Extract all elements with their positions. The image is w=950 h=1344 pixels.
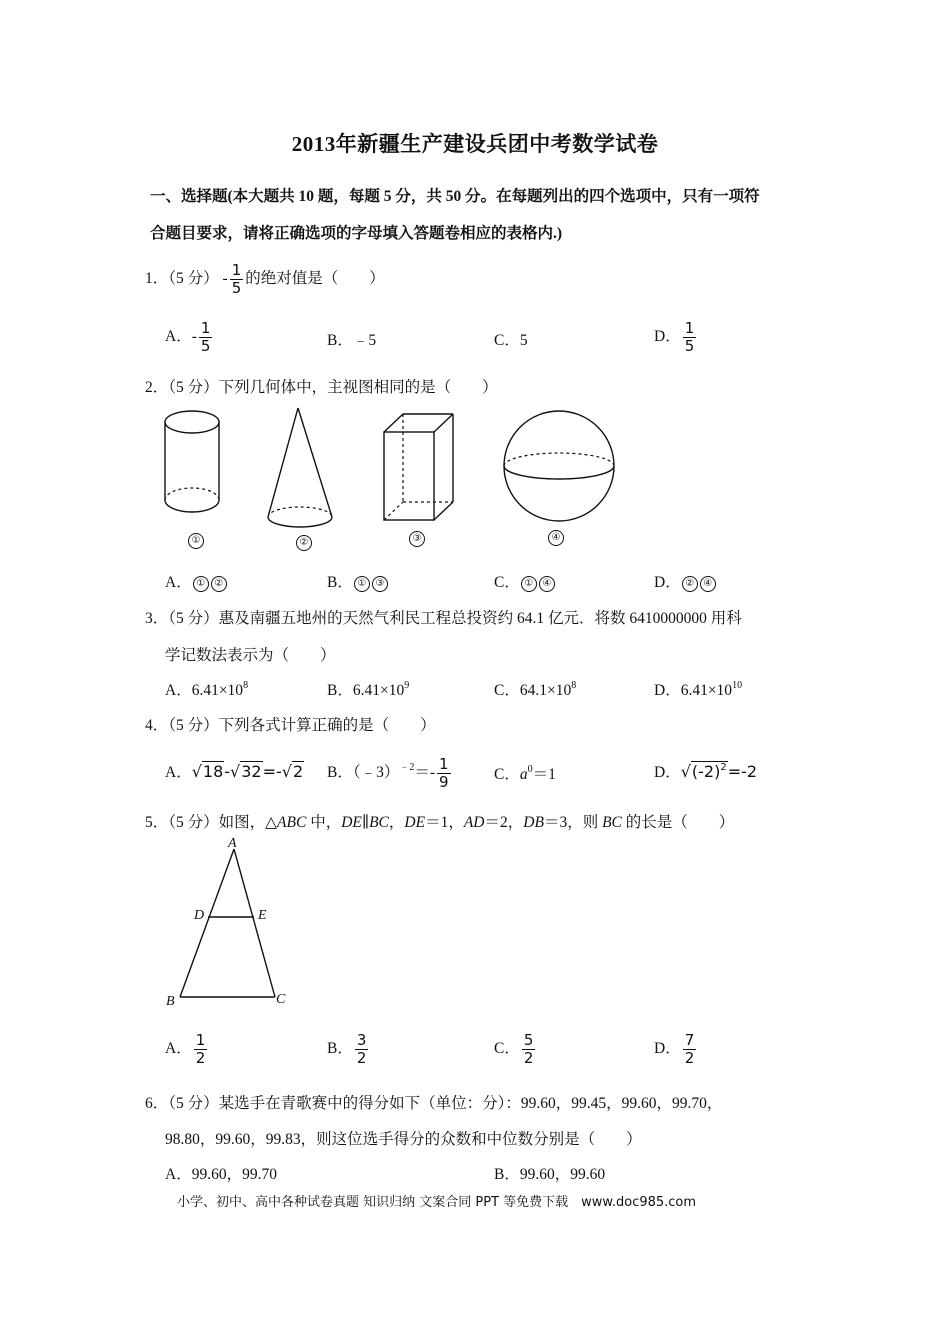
sphere-figure — [500, 405, 620, 525]
fraction: $\frac{1}{5}$ — [231, 261, 242, 297]
q3-option-d[interactable]: D．$6.41\times 10^{10}$ — [654, 680, 743, 699]
q4-option-b[interactable]: B．（﹣3）$^{﹣2}$＝- $\frac{1}{9}$ — [327, 755, 449, 791]
q2-option-b[interactable]: B． ① ③ — [327, 570, 389, 592]
vertex-label-d: D — [194, 908, 205, 923]
q2-option-d[interactable]: D． ② ④ — [654, 570, 717, 592]
q6-option-a[interactable]: A．99.60，99.70 — [165, 1166, 277, 1183]
fraction: $\frac{1}{5}$ — [684, 319, 695, 355]
q3-option-b[interactable]: B．$6.41\times 10^9$ — [327, 680, 410, 699]
minus-sign: - — [222, 270, 228, 288]
vertex-label-e: E — [258, 908, 267, 923]
q1-option-b[interactable]: B．﹣5 — [327, 332, 377, 349]
page-title: 2013年新疆生产建设兵团中考数学试卷 — [291, 132, 659, 156]
fraction: $\frac{7}{2}$ — [684, 1031, 695, 1067]
question-5-text: 5．（5 分）如图，△ABC 中，DE∥BC，DE＝1，AD＝2，DB＝3，则 BC 的长是（ ） — [145, 814, 735, 831]
q4-option-c[interactable]: C．$a^0=1$ — [494, 764, 556, 783]
q5-option-c[interactable]: C． $\frac{5}{2}$ — [494, 1031, 534, 1067]
q6-option-b[interactable]: B．99.60，99.60 — [494, 1166, 606, 1183]
figure-label-3: ③ — [408, 529, 426, 547]
q4-option-a[interactable]: A．√18-√32=-√2 — [165, 762, 304, 781]
q5-option-a[interactable]: A． $\frac{1}{2}$ — [165, 1031, 206, 1067]
q3-option-c[interactable]: C．$64.1\times 10^8$ — [494, 680, 577, 699]
cylinder-figure — [160, 405, 230, 525]
q2-option-c[interactable]: C． ① ④ — [494, 570, 556, 592]
q3-option-a[interactable]: A．$6.41\times 10^8$ — [165, 680, 249, 699]
section-heading-line2: 合题目要求，请将正确选项的字母填入答题卷相应的表格内.) — [150, 225, 563, 242]
vertex-label-a: A — [228, 836, 237, 851]
figure-label-1: ① — [187, 531, 205, 549]
triangle-figure — [160, 835, 300, 1015]
vertex-label-b: B — [166, 994, 175, 1009]
question-3-line2: 学记数法表示为（ ） — [165, 647, 336, 664]
q5-option-b[interactable]: B． $\frac{3}{2}$ — [327, 1031, 367, 1067]
figure-label-2: ② — [295, 533, 313, 551]
section-heading-line1: 一、选择题(本大题共 10 题，每题 5 分，共 50 分。在每题列出的四个选项中，只有一项符 — [150, 188, 760, 205]
fraction: $\frac{5}{2}$ — [523, 1031, 534, 1067]
q2-option-a[interactable]: A． ① ② — [165, 570, 228, 592]
question-4-text: 4．（5 分）下列各式计算正确的是（ ） — [145, 717, 436, 734]
vertex-label-c: C — [276, 992, 286, 1007]
q1-option-d[interactable]: D． $\frac{1}{5}$ — [654, 319, 695, 355]
q1-option-c[interactable]: C．5 — [494, 332, 528, 349]
figure-label-4: ④ — [547, 528, 565, 546]
fraction: $\frac{1}{5}$ — [200, 319, 211, 355]
q5-option-d[interactable]: D． $\frac{7}{2}$ — [654, 1031, 695, 1067]
fraction: $\frac{1}{9}$ — [439, 755, 449, 791]
q1-option-a[interactable]: A．- $\frac{1}{5}$ — [165, 319, 211, 355]
fraction: $\frac{1}{2}$ — [195, 1031, 206, 1067]
question-6-line1: 6．（5 分）某选手在青歌赛中的得分如下（单位：分）：99.60，99.45，99.60，99.70， — [145, 1095, 723, 1112]
question-6-line2: 98.80，99.60，99.83，则这位选手得分的众数和中位数分别是（ ） — [165, 1131, 642, 1148]
cone-figure — [262, 405, 342, 530]
cuboid-figure — [380, 410, 460, 525]
question-number: 1．（5 分） — [145, 270, 219, 288]
question-text: 的绝对值是（ ） — [245, 270, 385, 288]
q4-option-d[interactable]: D．$√(-2)^2=-2$ — [654, 762, 758, 781]
fraction: $\frac{3}{2}$ — [356, 1031, 367, 1067]
footer-text: 小学、初中、高中各种试卷真题 知识归纳 文案合同 PPT 等免费下载 www.doc985.com — [177, 1195, 697, 1210]
question-3-line1: 3．（5 分）惠及南疆五地州的天然气利民工程总投资约 64.1 亿元．将数 6410000000 用科 — [145, 610, 742, 627]
question-1 — [145, 262, 385, 297]
question-2-text: 2．（5 分）下列几何体中，主视图相同的是（ ） — [145, 379, 498, 396]
